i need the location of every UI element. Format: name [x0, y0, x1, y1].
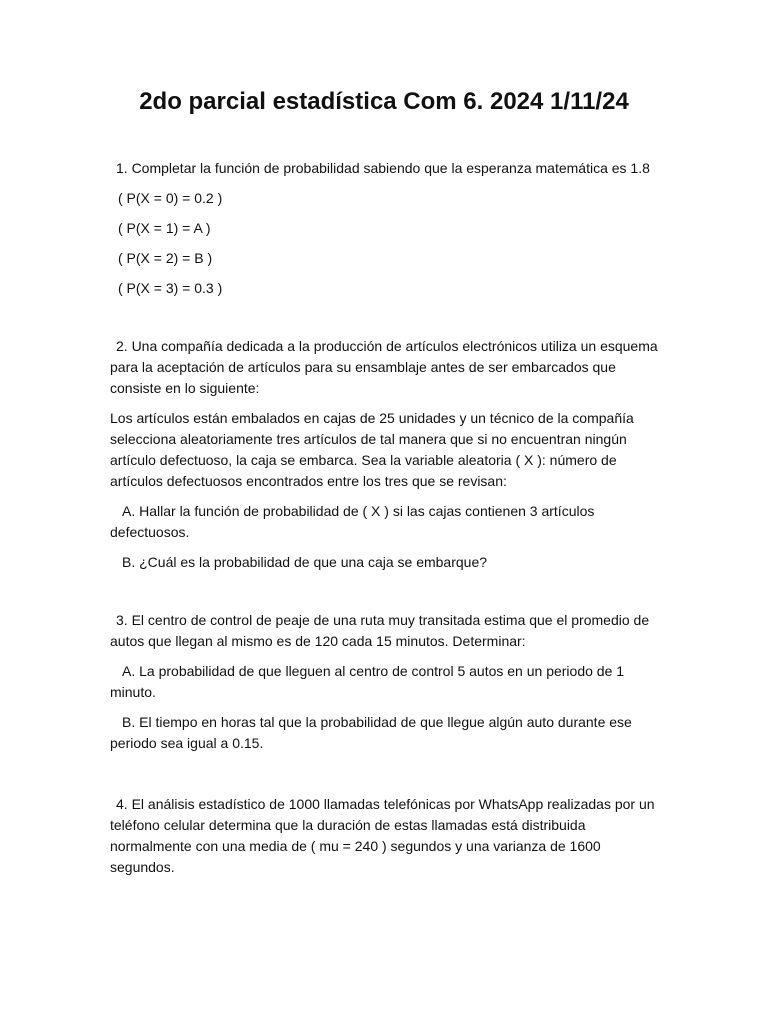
document-title: 2do parcial estadística Com 6. 2024 1/11/24 — [139, 88, 629, 115]
question-1-prob-1: ( P(X = 1) = A ) — [118, 220, 211, 236]
question-3-part-a: A. La probabilidad de que lleguen al centro de control 5 autos en un periodo de 1 minuto. — [110, 663, 625, 700]
question-2-detail: Los artículos están embalados en cajas de 25 unidades y un técnico de la compañía selecciona aleatoriamente tres artículos de tal manera que si no encuentran ningún artículo defectuoso, la caja se embarca. Sea la variable aleatoria ( X ): número de artículos defectuosos encontrados entre los tres que se revisan: — [110, 410, 634, 489]
question-2-text: 2. Una compañía dedicada a la producción de artículos electrónicos utiliza un esquema para la aceptación de artículos para su ensamblaje antes de ser embarcados que consiste en lo siguiente: — [110, 338, 658, 396]
question-1-prob-3: ( P(X = 3) = 0.3 ) — [118, 280, 223, 296]
question-1-text: 1. Completar la función de probabilidad sabiendo que la esperanza matemática es 1.8 — [116, 160, 650, 176]
question-4-text: 4. El análisis estadístico de 1000 llamadas telefónicas por WhatsApp realizadas por un teléfono celular determina que la duración de estas llamadas está distribuida normalmente con una media de ( mu = 240 ) segundos y una varianza de 1600 segundos. — [110, 796, 655, 875]
document-body — [110, 158, 658, 887]
question-1-prob-2: ( P(X = 2) = B ) — [118, 250, 213, 266]
question-1-prob-0: ( P(X = 0) = 0.2 ) — [118, 190, 223, 206]
question-2-part-a: A. Hallar la función de probabilidad de ( X ) si las cajas contienen 3 artículos defectuosos. — [110, 503, 595, 540]
question-3-part-b: B. El tiempo en horas tal que la probabilidad de que llegue algún auto durante ese periodo sea igual a 0.15. — [110, 714, 632, 751]
question-3-text: 3. El centro de control de peaje de una ruta muy transitada estima que el promedio de autos que llegan al mismo es de 120 cada 15 minutos. Determinar: — [110, 612, 650, 649]
question-2-part-b: B. ¿Cuál es la probabilidad de que una caja se embarque? — [122, 554, 488, 570]
